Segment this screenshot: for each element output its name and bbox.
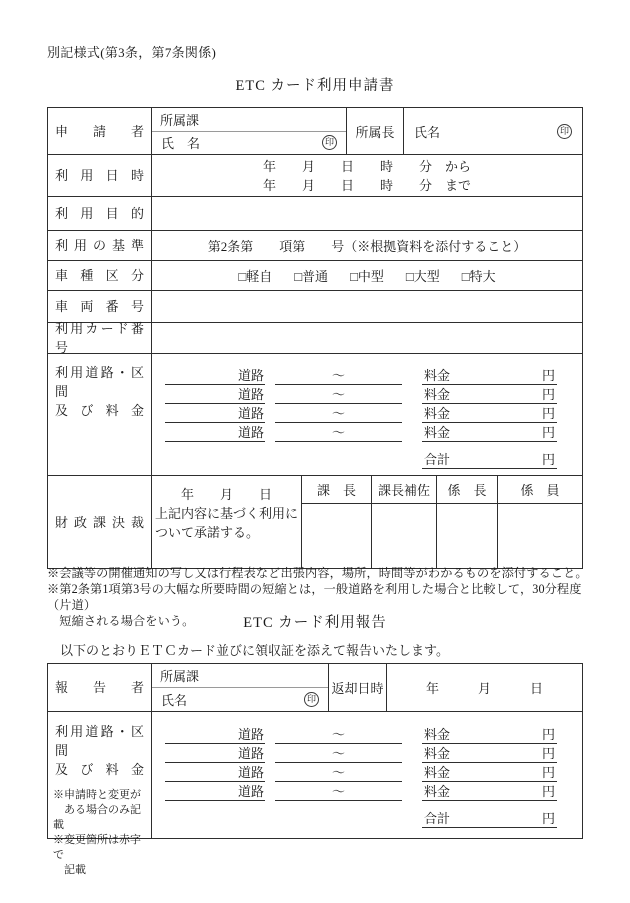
road-fee-line bbox=[165, 385, 582, 404]
total-blank-field bbox=[422, 451, 557, 469]
subnote-line: ※申請時と変更が bbox=[53, 789, 141, 801]
department-label: 所属課 bbox=[160, 112, 200, 128]
datetime-from-line: 年 月 日 時 分 から bbox=[262, 158, 471, 174]
yen-label: 円 bbox=[541, 452, 555, 467]
vehicle-number-row bbox=[48, 290, 582, 322]
vehicle-class-label: 車種区分 bbox=[55, 268, 144, 283]
usage-datetime-label: 利用日時 bbox=[55, 168, 144, 183]
application-table bbox=[47, 107, 583, 569]
fee-blank-field bbox=[422, 726, 557, 744]
road-blank-field: 道路 bbox=[165, 405, 265, 423]
total-blank-field bbox=[422, 810, 557, 828]
total-fee-line bbox=[422, 450, 582, 469]
applicant-label: 申請者 bbox=[55, 123, 144, 139]
return-date-blanks: 年 月 日 bbox=[425, 681, 543, 696]
roads-label-line1: 利用道路・区間 bbox=[55, 365, 144, 399]
reporter-dept-name-cell bbox=[151, 664, 328, 711]
approval-column-kakariin bbox=[497, 476, 582, 568]
basis-label: 利用の基準 bbox=[55, 238, 144, 253]
road-blank-field: 道路 bbox=[165, 424, 265, 442]
card-number-field bbox=[151, 323, 582, 353]
reporter-label-cell bbox=[48, 664, 151, 711]
kacho-stamp-box bbox=[302, 504, 371, 568]
approval-date-line: 年 月 日 bbox=[180, 487, 272, 502]
fee-label: 料金 bbox=[424, 784, 451, 799]
department-field bbox=[152, 108, 346, 132]
report-table bbox=[47, 663, 583, 876]
section-blank-field: ～ bbox=[275, 386, 402, 404]
reporter-label: 報告者 bbox=[55, 680, 144, 695]
seal-mark-icon: 印 bbox=[304, 692, 319, 707]
approval-column-kacho bbox=[301, 476, 371, 568]
basis-field bbox=[151, 231, 582, 260]
road-fee-line bbox=[165, 782, 582, 801]
vehicle-class-row bbox=[48, 260, 582, 290]
yen-label: 円 bbox=[541, 406, 555, 421]
yen-label: 円 bbox=[541, 425, 555, 440]
reporter-row bbox=[48, 664, 582, 711]
vehicle-number-label: 車両番号 bbox=[55, 299, 144, 314]
road-blank-field: 道路 bbox=[165, 726, 265, 744]
basis-value: 第2条第 項第 号（※根拠資料を添付すること） bbox=[207, 239, 527, 254]
road-fee-line bbox=[165, 763, 582, 782]
vehicle-class-field bbox=[151, 261, 582, 290]
kacho-header: 課 長 bbox=[302, 476, 371, 504]
fee-label: 料金 bbox=[424, 727, 451, 742]
approval-column-kakaricho bbox=[436, 476, 497, 568]
seal-mark-icon: 印 bbox=[557, 124, 572, 139]
applicant-name-field bbox=[152, 132, 346, 155]
roads-label-line1: 利用道路・区間 bbox=[55, 724, 144, 758]
vehicle-number-label-cell bbox=[48, 291, 151, 322]
basis-label-cell bbox=[48, 231, 151, 260]
road-fee-line bbox=[165, 423, 582, 442]
approval-statement-line2: ついて承諾する。 bbox=[155, 525, 260, 540]
fee-label: 料金 bbox=[424, 406, 451, 421]
report-roads-field bbox=[151, 712, 582, 838]
seal-mark-icon: 印 bbox=[322, 135, 337, 150]
application-title: ETC カード利用申請書 bbox=[235, 78, 395, 94]
yen-label: 円 bbox=[541, 368, 555, 383]
fee-label: 料金 bbox=[424, 425, 451, 440]
section-blank-field: ～ bbox=[275, 405, 402, 423]
card-number-label-cell bbox=[48, 323, 151, 353]
roads-label-line2: 及び料金 bbox=[55, 403, 144, 418]
kachohosa-header: 課長補佐 bbox=[372, 476, 436, 504]
roads-label-line2: 及び料金 bbox=[55, 762, 144, 777]
fee-blank-field bbox=[422, 745, 557, 763]
total-fee-line bbox=[422, 809, 582, 828]
fee-blank-field bbox=[422, 405, 557, 423]
fee-label: 料金 bbox=[424, 368, 451, 383]
section-blank-field: ～ bbox=[275, 783, 402, 801]
checkbox-kei: □軽自 bbox=[238, 269, 273, 284]
total-label: 合計 bbox=[424, 811, 451, 826]
road-blank-field: 道路 bbox=[165, 367, 265, 385]
section-blank-field: ～ bbox=[275, 764, 402, 782]
roads-label-cell bbox=[48, 354, 151, 475]
purpose-label-cell bbox=[48, 197, 151, 230]
fee-blank-field bbox=[422, 783, 557, 801]
return-datetime-label-cell bbox=[328, 664, 386, 711]
fee-blank-field bbox=[422, 424, 557, 442]
yen-label: 円 bbox=[541, 811, 555, 826]
fee-label: 料金 bbox=[424, 765, 451, 780]
approval-row bbox=[48, 475, 582, 568]
checkbox-chuugata: □中型 bbox=[350, 269, 384, 284]
reporter-name-field bbox=[152, 688, 328, 711]
section-blank-field: ～ bbox=[275, 367, 402, 385]
yen-label: 円 bbox=[541, 765, 555, 780]
yen-label: 円 bbox=[541, 746, 555, 761]
subnote-line: ある場合のみ記載 bbox=[53, 804, 141, 831]
checkbox-futsuu: □普通 bbox=[294, 269, 329, 284]
section-blank-field: ～ bbox=[275, 726, 402, 744]
report-roads-row bbox=[48, 711, 582, 876]
fee-blank-field bbox=[422, 386, 557, 404]
road-fee-line bbox=[165, 744, 582, 763]
approval-statement-line1: 上記内容に基づく利用に bbox=[155, 506, 299, 521]
applicant-row bbox=[48, 108, 582, 154]
purpose-row bbox=[48, 196, 582, 230]
kachohosa-stamp-box bbox=[372, 504, 436, 568]
subnote-line: 記載 bbox=[53, 864, 86, 876]
name-label: 氏名 bbox=[161, 693, 188, 708]
approval-label: 財政課決裁 bbox=[55, 514, 144, 530]
footnote-line: ※会議等の開催通知の写し又は行程表など出張内容，場所，時間等がわかるものを添付すること。 bbox=[47, 566, 588, 580]
road-blank-field: 道路 bbox=[165, 745, 265, 763]
total-label: 合計 bbox=[424, 452, 451, 467]
checkbox-oogata: □大型 bbox=[405, 269, 440, 284]
yen-label: 円 bbox=[541, 784, 555, 799]
fee-label: 料金 bbox=[424, 746, 451, 761]
section-chief-label: 所属長 bbox=[355, 124, 395, 140]
purpose-field bbox=[151, 197, 582, 230]
road-blank-field: 道路 bbox=[165, 386, 265, 404]
approval-statement-cell bbox=[151, 476, 301, 568]
approval-label-cell bbox=[48, 476, 151, 568]
roads-fees-field bbox=[151, 354, 582, 475]
subnote-line: ※変更箇所は赤字で bbox=[53, 834, 141, 861]
report-roads-subnotes bbox=[48, 788, 151, 878]
kakariin-stamp-box bbox=[498, 504, 582, 568]
fee-blank-field bbox=[422, 367, 557, 385]
kakaricho-header: 係 長 bbox=[437, 476, 497, 504]
style-reference-note: 別記様式(第3条，第7条関係) bbox=[47, 45, 217, 60]
card-number-row bbox=[48, 322, 582, 353]
department-field bbox=[152, 664, 328, 688]
department-label: 所属課 bbox=[160, 669, 200, 684]
fee-blank-field bbox=[422, 764, 557, 782]
section-blank-field: ～ bbox=[275, 424, 402, 442]
vehicle-class-label-cell bbox=[48, 261, 151, 290]
report-roads-label-cell bbox=[48, 712, 151, 876]
purpose-label: 利用目的 bbox=[55, 206, 144, 221]
kakaricho-stamp-box bbox=[437, 504, 497, 568]
return-date-field bbox=[386, 664, 582, 711]
report-intro-sentence: 以下のとおりＥＴＣカード並びに領収証を添えて報告いたします。 bbox=[60, 643, 449, 658]
usage-datetime-label-cell bbox=[48, 155, 151, 196]
kakariin-header: 係 員 bbox=[498, 476, 582, 504]
report-title: ETC カード利用報告 bbox=[243, 615, 387, 631]
yen-label: 円 bbox=[541, 387, 555, 402]
datetime-to-line: 年 月 日 時 分 まで bbox=[262, 177, 471, 193]
applicant-label-cell bbox=[48, 108, 151, 154]
name-label: 氏名 bbox=[414, 124, 441, 140]
road-fee-line bbox=[165, 725, 582, 744]
fee-label: 料金 bbox=[424, 387, 451, 402]
yen-label: 円 bbox=[541, 727, 555, 742]
usage-datetime-field bbox=[151, 155, 582, 196]
card-number-label: 利用カード番号 bbox=[55, 321, 144, 355]
vehicle-number-field bbox=[151, 291, 582, 322]
roads-fees-row bbox=[48, 353, 582, 475]
road-blank-field: 道路 bbox=[165, 783, 265, 801]
checkbox-tokudai: □特大 bbox=[461, 269, 496, 284]
footnote-line: ※第2条第1項第3号の大幅な所要時間の短縮とは，一般道路を利用した場合と比較して，30分程度（片道） bbox=[47, 582, 582, 612]
footnote-line: 短縮される場合をいう。 bbox=[47, 614, 195, 628]
section-blank-field: ～ bbox=[275, 745, 402, 763]
basis-row bbox=[48, 230, 582, 260]
approval-column-kachohosa bbox=[371, 476, 436, 568]
applicant-dept-name-cell bbox=[151, 108, 346, 154]
chief-name-field bbox=[403, 108, 582, 154]
section-chief-cell bbox=[346, 108, 403, 154]
road-blank-field: 道路 bbox=[165, 764, 265, 782]
road-fee-line bbox=[165, 366, 582, 385]
road-fee-line bbox=[165, 404, 582, 423]
name-label: 氏 名 bbox=[161, 136, 201, 152]
return-datetime-label: 返却日時 bbox=[331, 681, 384, 696]
usage-datetime-row bbox=[48, 154, 582, 196]
